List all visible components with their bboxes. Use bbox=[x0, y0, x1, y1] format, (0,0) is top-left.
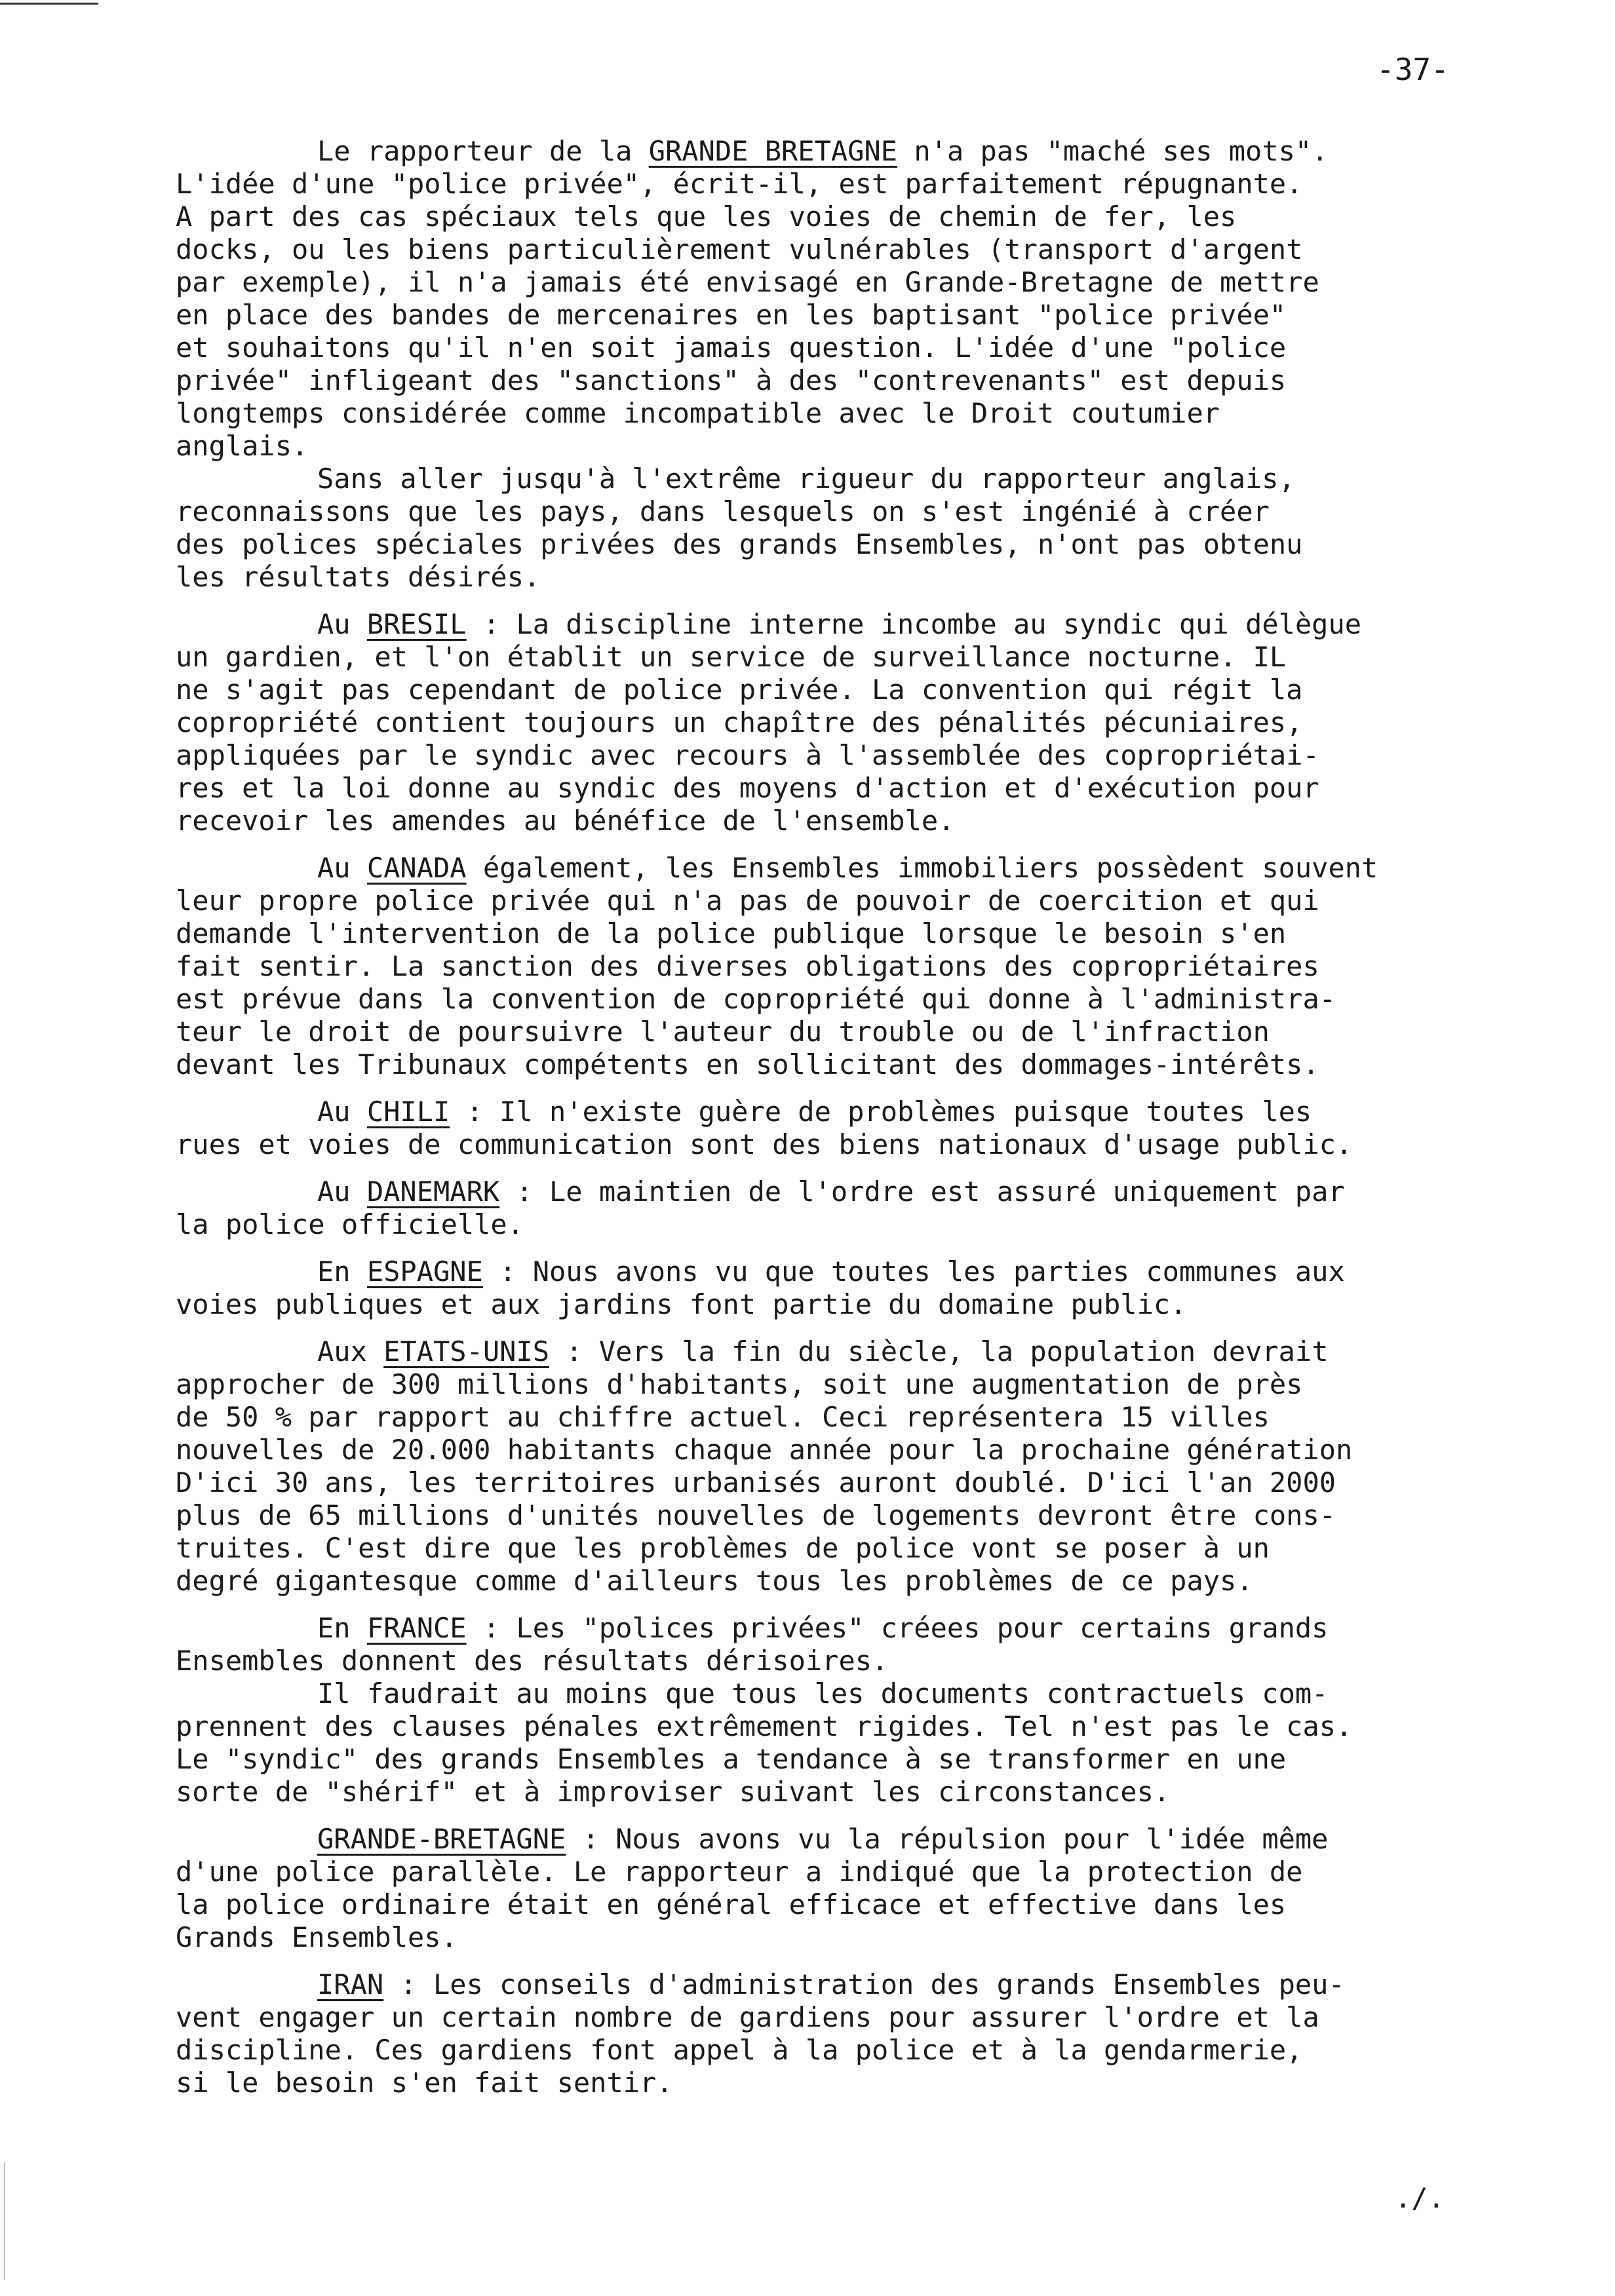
text-line bbox=[176, 1565, 1585, 1598]
text-run: Au bbox=[317, 1096, 367, 1128]
text-run: En bbox=[317, 1255, 367, 1288]
text-run: si le besoin s'en fait sentir. bbox=[176, 2067, 673, 2099]
top-edge-rule bbox=[0, 3, 98, 5]
text-line bbox=[176, 1096, 1585, 1128]
country-heading: IRAN bbox=[317, 1968, 384, 2000]
text-run: Au bbox=[317, 852, 367, 884]
text-run: Il faudrait au moins que tous les documents contractuels com- bbox=[317, 1677, 1329, 1710]
text-line bbox=[176, 917, 1585, 950]
text-line bbox=[176, 1208, 1585, 1241]
text-line bbox=[176, 397, 1585, 430]
text-line bbox=[176, 1288, 1585, 1321]
text-line bbox=[176, 2034, 1585, 2067]
text-line bbox=[176, 641, 1585, 674]
text-run: Aux bbox=[317, 1335, 384, 1368]
text-line bbox=[176, 674, 1585, 706]
text-line bbox=[176, 950, 1585, 983]
text-run: : Nous avons vu que toutes les parties communes aux bbox=[482, 1255, 1345, 1288]
text-run: d'une police parallèle. Le rapporteur a indiqué que la protection de bbox=[176, 1856, 1303, 1888]
text-line bbox=[176, 299, 1585, 332]
text-line bbox=[176, 1048, 1585, 1081]
text-run: appliquées par le syndic avec recours à l'assemblée des copropriétai- bbox=[176, 739, 1319, 771]
text-line bbox=[176, 201, 1585, 233]
text-run: : Les "polices privées" créees pour certains grands bbox=[466, 1612, 1329, 1644]
text-line bbox=[176, 1016, 1585, 1048]
text-line bbox=[176, 135, 1585, 168]
text-run: est prévue dans la convention de copropriété qui donne à l'administra- bbox=[176, 983, 1336, 1015]
text-line bbox=[176, 1823, 1585, 1856]
text-run: fait sentir. La sanction des diverses obligations des copropriétaires bbox=[176, 950, 1319, 982]
text-line bbox=[176, 1255, 1585, 1288]
page-number: -37- bbox=[1376, 52, 1449, 87]
text-run: Le "syndic" des grands Ensembles a tendance à se transformer en une bbox=[176, 1743, 1287, 1775]
country-heading: CANADA bbox=[366, 852, 467, 884]
text-run: un gardien, et l'on établit un service de surveillance nocturne. IL bbox=[176, 641, 1287, 673]
text-line bbox=[176, 561, 1585, 594]
text-line bbox=[176, 1335, 1585, 1368]
text-line bbox=[176, 1968, 1585, 2001]
text-run: Le rapporteur de la bbox=[317, 135, 649, 167]
country-heading: CHILI bbox=[366, 1096, 450, 1128]
country-heading: DANEMARK bbox=[366, 1176, 500, 1208]
text-run: Sans aller jusqu'à l'extrême rigueur du rapporteur anglais, bbox=[317, 463, 1295, 495]
text-line bbox=[176, 852, 1585, 885]
text-run: de 50 % par rapport au chiffre actuel. Ceci représentera 15 villes bbox=[176, 1401, 1270, 1433]
text-run: Ensembles donnent des résultats dérisoires. bbox=[176, 1645, 889, 1677]
text-run: sorte de "shérif" et à improviser suivant les circonstances. bbox=[176, 1776, 1171, 1808]
country-heading: ETATS-UNIS bbox=[383, 1335, 550, 1368]
text-run: approcher de 300 millions d'habitants, soit une augmentation de près bbox=[176, 1368, 1303, 1400]
text-run: L'idée d'une "police privée", écrit-il, est parfaitement répugnante. bbox=[176, 168, 1303, 200]
body-text bbox=[176, 135, 1585, 2099]
text-run: Au bbox=[317, 1176, 367, 1208]
text-line bbox=[176, 1677, 1585, 1710]
text-line bbox=[176, 2001, 1585, 2034]
text-line bbox=[176, 266, 1585, 299]
text-run: res et la loi donne au syndic des moyens d'action et d'exécution pour bbox=[176, 772, 1319, 804]
text-line bbox=[176, 1743, 1585, 1776]
country-heading: GRANDE BRETAGNE bbox=[648, 135, 898, 167]
text-line bbox=[176, 1856, 1585, 1888]
text-run: plus de 65 millions d'unités nouvelles de logements devront être cons- bbox=[176, 1499, 1336, 1531]
text-run: : Le maintien de l'ordre est assuré uniquement par bbox=[499, 1176, 1345, 1208]
text-run: la police officielle. bbox=[176, 1208, 524, 1240]
country-heading: ESPAGNE bbox=[366, 1255, 483, 1288]
text-run: Au bbox=[317, 608, 367, 640]
text-run: docks, ou les biens particulièrement vulnérables (transport d'argent bbox=[176, 233, 1303, 265]
text-run: teur le droit de poursuivre l'auteur du trouble ou de l'infraction bbox=[176, 1016, 1270, 1048]
text-line bbox=[176, 983, 1585, 1016]
text-line bbox=[176, 1499, 1585, 1532]
text-run: par exemple), il n'a jamais été envisagé en Grande-Bretagne de mettre bbox=[176, 266, 1319, 298]
text-run: en place des bandes de mercenaires en les baptisant "police privée" bbox=[176, 299, 1287, 331]
text-run: discipline. Ces gardiens font appel à la police et à la gendarmerie, bbox=[176, 2034, 1303, 2066]
text-run: : La discipline interne incombe au syndic qui délègue bbox=[466, 608, 1362, 640]
text-line bbox=[176, 1645, 1585, 1677]
text-line bbox=[176, 233, 1585, 266]
text-run: n'a pas "maché ses mots". bbox=[897, 135, 1329, 167]
text-run: En bbox=[317, 1612, 367, 1644]
text-run: : Nous avons vu la répulsion pour l'idée même bbox=[566, 1823, 1329, 1855]
text-line bbox=[176, 1888, 1585, 1921]
text-line bbox=[176, 332, 1585, 364]
country-heading: BRESIL bbox=[366, 608, 467, 640]
text-run: devant les Tribunaux compétents en sollicitant des dommages-intérêts. bbox=[176, 1048, 1319, 1081]
text-run: anglais. bbox=[176, 430, 309, 462]
text-run: ne s'agit pas cependant de police privée. La convention qui régit la bbox=[176, 674, 1303, 706]
text-run: recevoir les amendes au bénéfice de l'ensemble. bbox=[176, 805, 955, 837]
text-line bbox=[176, 1466, 1585, 1499]
text-line bbox=[176, 1612, 1585, 1645]
text-line bbox=[176, 772, 1585, 805]
text-run: la police ordinaire était en général efficace et effective dans les bbox=[176, 1888, 1287, 1921]
text-line bbox=[176, 1921, 1585, 1954]
text-run: : Il n'existe guère de problèmes puisque toutes les bbox=[450, 1096, 1312, 1128]
text-run: et souhaitons qu'il n'en soit jamais question. L'idée d'une "police bbox=[176, 332, 1287, 364]
text-run: Grands Ensembles. bbox=[176, 1921, 457, 1953]
text-run: D'ici 30 ans, les territoires urbanisés auront doublé. D'ici l'an 2000 bbox=[176, 1466, 1336, 1499]
text-run: copropriété contient toujours un chapître des pénalités pécuniaires, bbox=[176, 706, 1303, 738]
text-run: des polices spéciales privées des grands Ensembles, n'ont pas obtenu bbox=[176, 528, 1303, 560]
text-run: leur propre police privée qui n'a pas de pouvoir de coercition et qui bbox=[176, 885, 1319, 917]
text-run: demande l'intervention de la police publique lorsque le besoin s'en bbox=[176, 917, 1287, 949]
text-run: nouvelles de 20.000 habitants chaque année pour la prochaine génération bbox=[176, 1434, 1353, 1466]
text-run: rues et voies de communication sont des biens nationaux d'usage public. bbox=[176, 1128, 1353, 1160]
text-run: voies publiques et aux jardins font partie du domaine public. bbox=[176, 1288, 1187, 1320]
text-line bbox=[176, 528, 1585, 561]
text-line bbox=[176, 739, 1585, 772]
text-line bbox=[176, 1128, 1585, 1161]
country-heading: GRANDE-BRETAGNE bbox=[317, 1823, 566, 1855]
text-run: privée" infligeant des "sanctions" à des "contrevenants" est depuis bbox=[176, 364, 1287, 396]
text-line bbox=[176, 706, 1585, 739]
text-run: A part des cas spéciaux tels que les voies de chemin de fer, les bbox=[176, 201, 1237, 233]
left-edge-rule bbox=[4, 2162, 5, 2280]
text-run: également, les Ensembles immobiliers possèdent souvent bbox=[466, 852, 1378, 884]
text-run: reconnaissons que les pays, dans lesquels on s'est ingénié à créer bbox=[176, 495, 1270, 527]
text-line bbox=[176, 168, 1585, 201]
country-heading: FRANCE bbox=[366, 1612, 467, 1644]
text-line bbox=[176, 463, 1585, 495]
text-line bbox=[176, 495, 1585, 528]
text-line bbox=[176, 1401, 1585, 1434]
text-line bbox=[176, 1710, 1585, 1743]
text-line bbox=[176, 2067, 1585, 2099]
text-line bbox=[176, 364, 1585, 397]
text-run: : Vers la fin du siècle, la population devrait bbox=[549, 1335, 1329, 1368]
continuation-mark: ./. bbox=[1395, 2182, 1445, 2214]
text-run: prennent des clauses pénales extrêmement rigides. Tel n'est pas le cas. bbox=[176, 1710, 1353, 1742]
text-line bbox=[176, 1176, 1585, 1208]
text-line bbox=[176, 608, 1585, 641]
text-run: longtemps considérée comme incompatible avec le Droit coutumier bbox=[176, 397, 1220, 429]
text-line bbox=[176, 885, 1585, 917]
text-line bbox=[176, 1532, 1585, 1565]
text-line bbox=[176, 805, 1585, 837]
text-line bbox=[176, 1776, 1585, 1808]
text-run: : Les conseils d'administration des grands Ensembles peu- bbox=[383, 1968, 1345, 2000]
text-run: les résultats désirés. bbox=[176, 561, 541, 593]
text-run: vent engager un certain nombre de gardiens pour assurer l'ordre et la bbox=[176, 2001, 1319, 2033]
text-run: degré gigantesque comme d'ailleurs tous les problèmes de ce pays. bbox=[176, 1565, 1253, 1597]
text-run: truites. C'est dire que les problèmes de police vont se poser à un bbox=[176, 1532, 1270, 1564]
text-line bbox=[176, 430, 1585, 463]
text-line bbox=[176, 1434, 1585, 1466]
text-line bbox=[176, 1368, 1585, 1401]
